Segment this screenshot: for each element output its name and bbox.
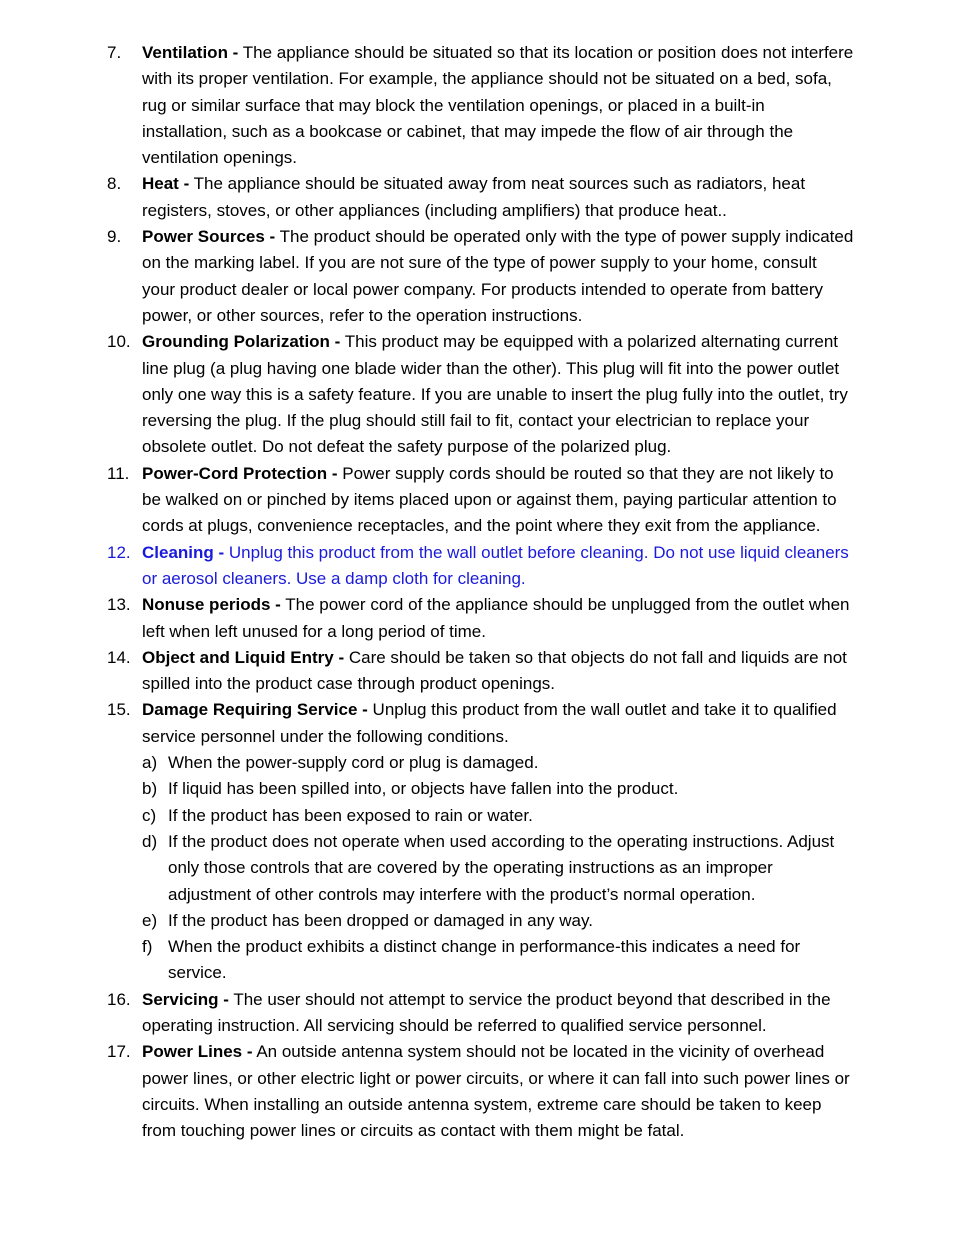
item-title: Heat - <box>142 174 190 194</box>
sublist-text: If the product does not operate when used according to the operating instructions. Adjust only those controls that are covered by the operating instructions as an improper adjustment of other controls may interfere with the product’s normal operation. <box>168 831 835 904</box>
item-title: Grounding Polarization - <box>142 332 341 352</box>
item-text: The user should not attempt to service the product beyond that described in the operating instruction. All servicing should be referred to qualified service personnel. <box>142 989 831 1035</box>
safety-instructions-list <box>0 40 954 1144</box>
sublist-item <box>142 776 854 802</box>
list-item-servicing <box>0 987 954 1040</box>
sublist-letter: a) <box>142 753 158 773</box>
item-number: 7. <box>107 43 122 62</box>
sublist-letter: e) <box>142 910 158 930</box>
item-text: The appliance should be situated so that its location or position does not interfere with its proper ventilation. For example, the appliance should not be situated on a bed, sofa, rug or similar surface that may block the ventilation openings, or placed in a built-in installation, such as a bookcase or cabinet, that may impede the flow of air through the ventilation openings. <box>142 43 854 168</box>
sublist-letter: d) <box>142 831 158 851</box>
sublist-item <box>142 750 854 776</box>
item-text: This product may be equipped with a polarized alternating current line plug (a plug having one blade wider than the other). This plug will fit into the power outlet only one way this is a safety feature. If you are unable to insert the plug fully into the outlet, try reversing the plug. If the plug should still fail to fit, contact your electrician to replace your obsolete outlet. Do not defeat the safety purpose of the polarized plug. <box>142 332 848 457</box>
sublist-item <box>142 908 854 934</box>
item-number: 14. <box>107 647 131 667</box>
item-title: Nonuse periods - <box>142 595 281 615</box>
item-text: The appliance should be situated away from neat sources such as radiators, heat registers, stoves, or other appliances (including amplifiers) that produce heat.. <box>142 174 806 220</box>
list-item-damage-requiring-service <box>0 697 954 986</box>
item-title: Ventilation - <box>142 43 239 62</box>
list-item-heat <box>0 171 954 224</box>
list-item-nonuse-periods <box>0 592 954 645</box>
list-item-cleaning <box>0 540 954 593</box>
sublist-item <box>142 829 854 908</box>
item-text: Unplug this product from the wall outlet and take it to qualified service personnel under the following conditions. <box>142 700 837 746</box>
item-number: 12. <box>107 542 131 562</box>
sublist-item <box>142 934 854 987</box>
item-title: Power Lines - <box>142 1042 253 1062</box>
item-number: 15. <box>107 700 131 720</box>
item-text: Care should be taken so that objects do not fall and liquids are not spilled into the product case through product openings. <box>142 647 847 694</box>
item-title: Power-Cord Protection - <box>142 463 338 483</box>
list-item-power-cord-protection <box>0 461 954 540</box>
item-title: Damage Requiring Service - <box>142 700 368 720</box>
list-item-grounding-polarization <box>0 329 954 460</box>
list-item-ventilation <box>0 40 954 171</box>
item-number: 9. <box>107 227 122 247</box>
item-title: Power Sources - <box>142 227 276 247</box>
item-number: 10. <box>107 332 131 352</box>
item-number: 16. <box>107 989 131 1009</box>
item-text: The product should be operated only with the type of power supply indicated on the marking label. If you are not sure of the type of power supply to your home, consult your product dealer or local power company. For products intended to operate from battery power, or other sources, refer to the operation instructions. <box>142 227 854 325</box>
item-number: 13. <box>107 595 131 615</box>
sublist-letter: f) <box>142 937 153 957</box>
item-text: Unplug this product from the wall outlet before cleaning. Do not use liquid cleaners or aerosol cleaners. Use a damp cloth for cleaning. <box>142 542 849 588</box>
list-item-power-sources <box>0 224 954 329</box>
sublist-item <box>142 803 854 829</box>
list-item-object-liquid-entry <box>0 645 954 698</box>
item-text: The power cord of the appliance should be unplugged from the outlet when left when left unused for a long period of time. <box>142 595 850 641</box>
item-number: 11. <box>107 463 130 483</box>
item-title: Servicing - <box>142 989 229 1009</box>
sublist-text: If the product has been dropped or damaged in any way. <box>168 910 593 930</box>
sublist-text: When the product exhibits a distinct change in performance-this indicates a need for service. <box>168 937 801 983</box>
item-text: Power supply cords should be routed so that they are not likely to be walked on or pinched by items placed upon or against them, paying particular attention to cords at plugs, convenience receptacles, and the point where they exit from the appliance. <box>142 463 837 536</box>
sublist-text: When the power-supply cord or plug is damaged. <box>168 753 539 773</box>
list-item-power-lines <box>0 1039 954 1144</box>
sublist-text: If the product has been exposed to rain or water. <box>168 805 533 825</box>
item-number: 17. <box>107 1042 131 1062</box>
service-conditions-sublist <box>142 750 854 987</box>
item-number: 8. <box>107 174 122 194</box>
item-title: Object and Liquid Entry - <box>142 647 345 667</box>
sublist-letter: c) <box>142 805 157 825</box>
sublist-text: If liquid has been spilled into, or objects have fallen into the product. <box>168 779 679 799</box>
item-title: Cleaning - <box>142 542 225 562</box>
sublist-letter: b) <box>142 779 158 799</box>
item-text: An outside antenna system should not be located in the vicinity of overhead power lines, or other electric light or power circuits, or where it can fall into such power lines or circuits. When installing an outside antenna system, extreme care should be taken to keep from touching power lines or circuits as contact with them might be fatal. <box>142 1042 850 1141</box>
